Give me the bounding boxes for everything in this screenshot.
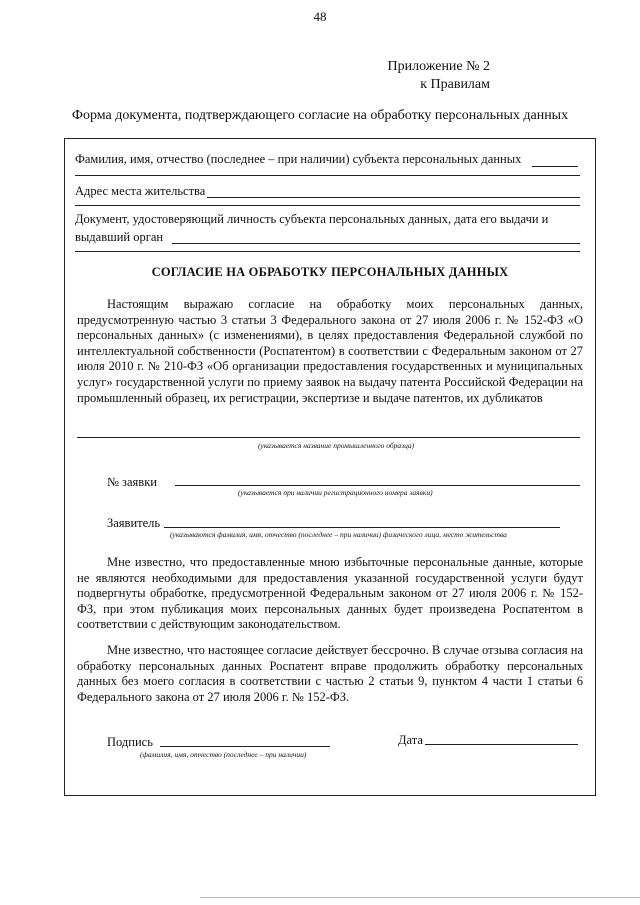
- applicant-label: Заявитель: [107, 516, 161, 530]
- consent-heading: СОГЛАСИЕ НА ОБРАБОТКУ ПЕРСОНАЛЬНЫХ ДАННЫХ: [151, 265, 509, 279]
- date-field[interactable]: [425, 744, 578, 745]
- form-title: Форма документа, подтверждающего согласие на обработку персональных данных: [71, 108, 569, 123]
- address-label: Адрес места жительства: [75, 184, 206, 198]
- address-field-line2[interactable]: [75, 205, 580, 206]
- design-name-field[interactable]: [77, 437, 580, 438]
- consent-paragraph-1: Настоящим выражаю согласие на обработку моих персональных данных, предусмотренную частью 3 статьи 3 Федерального закона от 27 июля 2006 г. № 152-ФЗ «О персональных данных» (с изменениями), в целях предоставления Федеральной службой по интеллектуальной собственности (Роспатентом) в соответствии с Федеральным законом от 27 июля 2010 г. № 210-ФЗ «Об организации предоставления государственных и муниципальных услуг» государственной услуги по приему заявок на выдачу патента Российской Федерации на промышленный образец, их регистрации, экспертизе и выдаче патентов, их дубликатов: [77, 297, 584, 405]
- full-name-field-line2[interactable]: [75, 175, 580, 176]
- id-document-label: Документ, удостоверяющий личность субъекта персональных данных, дата его выдачи и: [75, 212, 549, 226]
- application-number-label: № заявки: [107, 475, 157, 489]
- address-field[interactable]: [207, 197, 580, 198]
- date-label: Дата: [398, 733, 423, 747]
- applicant-hint: (указываются фамилия, имя, отчество (последнее – при наличии) физического лица, место жительства: [170, 530, 507, 539]
- signature-field[interactable]: [160, 746, 330, 747]
- page-number: 48: [313, 9, 327, 24]
- page-bottom-rule: [200, 897, 640, 898]
- appendix-number: Приложение № 2: [387, 59, 490, 74]
- appendix-rules-ref: к Правилам: [420, 77, 490, 92]
- application-number-hint: (указывается при наличии регистрационного номера заявки): [238, 488, 433, 497]
- id-issuer-label: выдавший орган: [75, 230, 164, 244]
- consent-paragraph-3: Мне известно, что настоящее согласие действует бессрочно. В случае отзыва согласия на обработку персональных данных Роспатент вправе продолжить обработку персональных данных без моего согласия в соответствии с частью 2 статьи 9, пунктом 4 части 1 статьи 6 Федерального закона от 27 июля 2006 г. № 152-ФЗ.: [77, 643, 583, 704]
- design-name-hint: (указывается название промышленного образца): [258, 441, 415, 450]
- id-document-field-line2[interactable]: [75, 251, 580, 252]
- id-document-field[interactable]: [172, 243, 580, 244]
- full-name-field[interactable]: [532, 166, 578, 167]
- application-number-field[interactable]: [175, 485, 580, 486]
- applicant-field[interactable]: [164, 527, 560, 528]
- consent-paragraph-2: Мне известно, что предоставленные мною избыточные персональные данные, которые не являются необходимыми для предоставления указанной государственной услуги будут подвергнуты обработке, предусмотренной Федеральным законом от 27 июля 2006 г. № 152-ФЗ, при этом публикация моих персональных данных будет произведена Роспатентом в соответствии с действующим законодательством.: [77, 555, 583, 632]
- signature-hint: (фамилия, имя, отчество (последнее – при наличии): [140, 750, 307, 759]
- signature-label: Подпись: [107, 735, 153, 749]
- full-name-label: Фамилия, имя, отчество (последнее – при наличии) субъекта персональных данных: [75, 152, 522, 166]
- appendix-header: [300, 58, 490, 94]
